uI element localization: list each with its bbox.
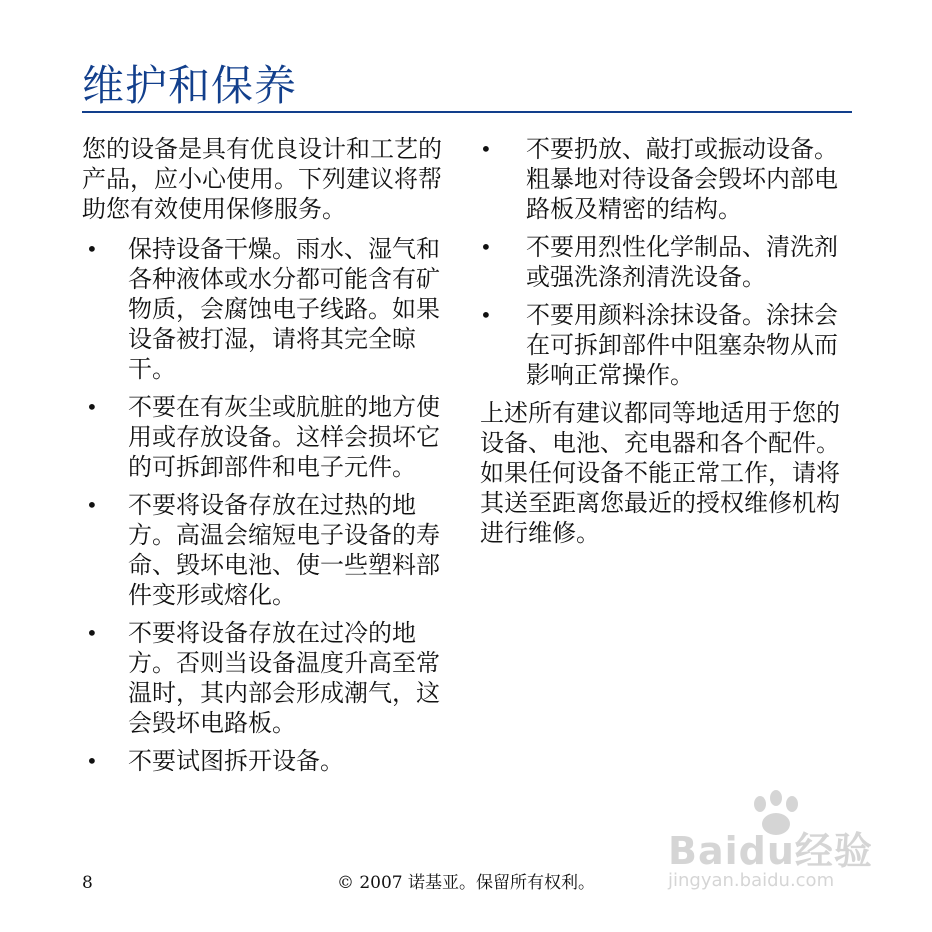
list-item	[480, 232, 850, 292]
list-item	[480, 300, 850, 390]
right-column	[480, 134, 850, 548]
right-bullet-list	[480, 134, 850, 390]
closing-paragraph: 上述所有建议都同等地适用于您的设备、电池、充电器和各个配件。如果任何设备不能正常工作，请将其送至距离您最近的授权维修机构进行维修。	[480, 399, 840, 547]
copyright-notice: © 2007 诺基亚。保留所有权利。	[336, 873, 596, 893]
bullet-icon: •	[480, 235, 492, 259]
bullet-icon: •	[86, 749, 98, 773]
list-item-text: 保持设备干燥。雨水、湿气和各种液体或水分都可能含有矿物质，会腐蚀电子线路。如果设备被打湿，请将其完全晾干。	[128, 235, 440, 383]
left-column	[82, 134, 452, 784]
list-item-text: 不要在有灰尘或肮脏的地方使用或存放设备。这样会损坏它的可拆卸部件和电子元件。	[128, 393, 440, 481]
left-bullet-list	[82, 234, 452, 776]
list-item-text: 不要用烈性化学制品、清洗剂或强洗涤剂清洗设备。	[526, 233, 838, 291]
list-item-text: 不要将设备存放在过热的地方。高温会缩短电子设备的寿命、毁坏电池、使一些塑料部件变形或熔化。	[128, 491, 440, 609]
baidu-watermark	[668, 790, 888, 900]
intro-paragraph: 您的设备是具有优良设计和工艺的产品，应小心使用。下列建议将帮助您有效使用保修服务。	[82, 135, 442, 223]
bullet-icon: •	[86, 395, 98, 419]
list-item	[82, 234, 452, 384]
list-item	[480, 134, 850, 224]
list-item	[82, 618, 452, 738]
list-item-text: 不要将设备存放在过冷的地方。否则当设备温度升高至常温时，其内部会形成潮气，这会毁坏电路板。	[128, 619, 440, 737]
list-item-text: 不要扔放、敲打或振动设备。粗暴地对待设备会毁坏内部电路板及精密的结构。	[526, 135, 838, 223]
page-number: 8	[82, 873, 93, 893]
page-title: 维护和保养	[82, 61, 298, 110]
watermark-logo: Baidu经验	[668, 829, 873, 873]
bullet-icon: •	[86, 237, 98, 261]
list-item	[82, 746, 452, 776]
list-item-text: 不要用颜料涂抹设备。涂抹会在可拆卸部件中阻塞杂物从而影响正常操作。	[526, 301, 838, 389]
bullet-icon: •	[86, 621, 98, 645]
bullet-icon: •	[480, 137, 492, 161]
list-item	[82, 392, 452, 482]
title-rule	[82, 111, 852, 113]
bullet-icon: •	[480, 303, 492, 327]
list-item-text: 不要试图拆开设备。	[128, 747, 344, 775]
bullet-icon: •	[86, 493, 98, 517]
list-item	[82, 490, 452, 610]
watermark-url: jingyan.baidu.com	[668, 870, 835, 891]
